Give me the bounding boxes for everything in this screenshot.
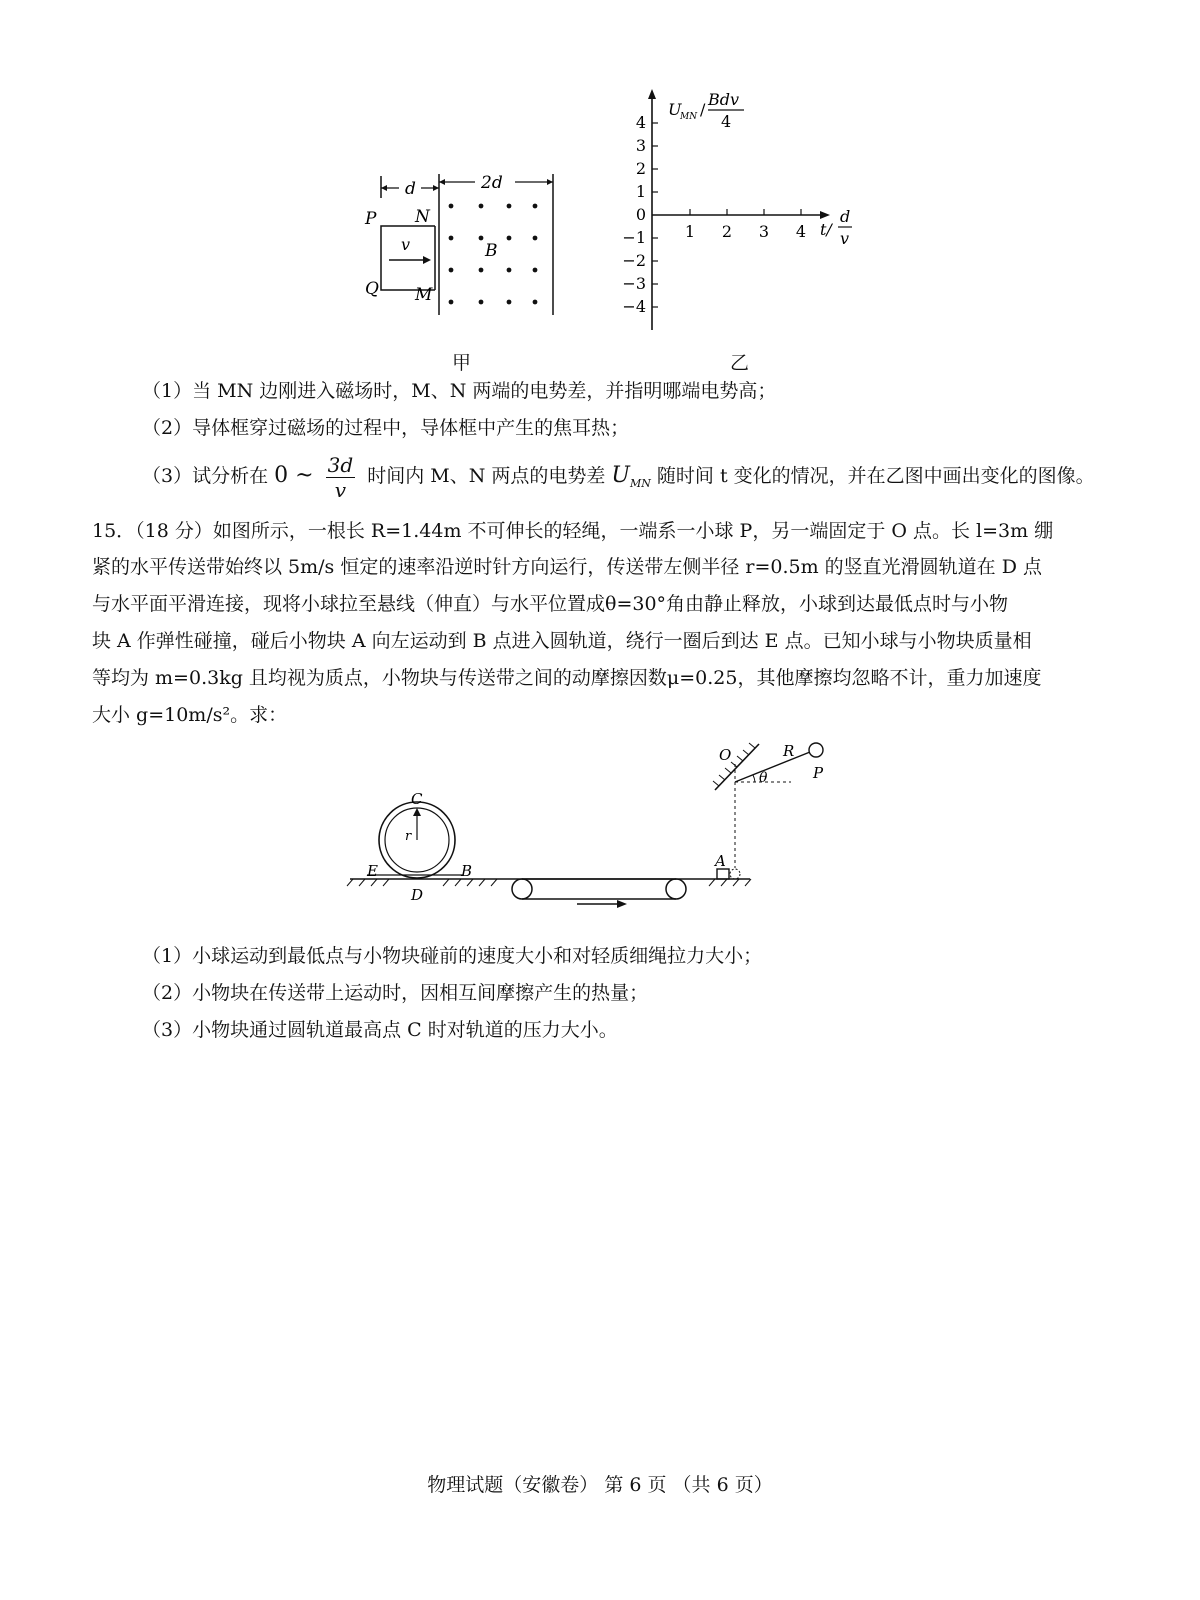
y-axis-slash: / [700,100,706,119]
figure-q15 [345,738,845,908]
q14-part3-a: （3）试分析在 [142,465,269,487]
label-B: B [485,241,498,261]
q15-part1: （1）小球运动到最低点与小物块碰前的速度大小和对轻质细绳拉力大小； [142,945,763,967]
label-O: O [719,746,732,764]
q14-part2: （2）导体框穿过磁场的过程中，导体框中产生的焦耳热； [142,417,630,439]
label-E: E [367,862,378,880]
x-unit-num: d [840,207,851,226]
x-tick-1: 1 [684,222,696,241]
q14-frac-den: v [334,477,347,502]
d-label: d [405,179,416,199]
q14-part3-U-sub: MN [629,476,651,490]
q14-part3-U: U [611,463,630,488]
q15-line-4: 块 A 作弹性碰撞，碰后小物块 A 向左运动到 B 点进入圆轨道，绕行一圈后到达 E 点。已知小球与小物块质量相 [92,630,1032,652]
x-unit-den: v [840,229,850,248]
x-tick-3: 3 [758,222,770,241]
label-D: D [411,886,424,904]
label-theta: θ [759,770,768,786]
figure-jia [355,170,575,320]
figure-yi-label: 乙 [730,352,750,374]
q14-part1: （1）当 MN 边刚进入磁场时，M、N 两端的电势差，并指明哪端电势高； [142,380,777,402]
q15-line-2: 紧的水平传送带始终以 5m/s 恒定的速率沿逆时针方向运行，传送带左侧半径 r=0.5m 的竖直光滑圆轨道在 D 点 [92,556,1042,578]
y-tick-m3: −3 [622,274,646,293]
label-C: C [411,790,423,808]
y-tick-m1: −1 [622,228,646,247]
q15-line-5: 等均为 m=0.3kg 且均视为质点，小物块与传送带之间的动摩擦因数μ=0.25，其他摩擦均忽略不计，重力加速度 [92,667,1042,689]
label-P-ball: P [813,764,824,782]
label-A: A [715,852,726,870]
q15-part3: （3）小物块通过圆轨道最高点 C 时对轨道的压力大小。 [142,1019,618,1041]
y-tick-1: 1 [635,182,646,201]
q14-part3-b: 时间内 M、N 两点的电势差 [367,465,606,487]
two-d-label: 2d [481,173,503,193]
y-tick-0: 0 [635,205,646,224]
label-R: R [783,742,795,760]
label-M: M [415,285,433,305]
q15-line-3: 与水平面平滑连接，现将小球拉至悬线（伸直）与水平位置成θ=30°角由静止释放，小球到达最低点时与小物 [92,593,1009,615]
y-tick-m4: −4 [622,297,646,316]
label-r: r [405,829,412,844]
q15-line-1: 15．（18 分）如图所示，一根长 R=1.44m 不可伸长的轻绳，一端系一小球 P，另一端固定于 O 点。长 l=3m 绷 [92,520,1054,542]
y-tick-m2: −2 [622,251,646,270]
q14-part3-fraction [326,453,356,502]
page-footer: 物理试题（安徽卷） 第 6 页 （共 6 页） [427,1474,773,1496]
y-tick-3: 3 [635,136,646,155]
q14-part3-c: 随时间 t 变化的情况，并在乙图中画出变化的图像。 [656,465,1095,487]
x-tick-4: 4 [795,222,807,241]
y-axis-label: U [668,100,682,119]
x-tick-2: 2 [721,222,733,241]
q14-part3-prefix: 0 ~ [274,463,314,488]
y-unit-den: 4 [721,112,732,131]
q14-part3 [142,448,1172,504]
label-N: N [415,207,430,227]
figure-yi [610,85,870,335]
x-axis-label: t/ [820,220,832,239]
q14-frac-num: 3d [327,452,354,477]
y-tick-2: 2 [635,159,646,178]
y-axis-sub: MN [680,112,698,122]
y-tick-4: 4 [635,113,646,132]
label-B: B [461,862,473,880]
y-unit-num: Bdv [708,90,740,109]
figure-jia-label: 甲 [452,352,472,374]
q15-part2: （2）小物块在传送带上运动时，因相互间摩擦产生的热量； [142,982,649,1004]
label-P: P [365,209,377,229]
q15-line-6: 大小 g=10m/s²。求： [92,704,288,726]
label-Q: Q [365,279,379,299]
label-v: v [401,235,411,254]
